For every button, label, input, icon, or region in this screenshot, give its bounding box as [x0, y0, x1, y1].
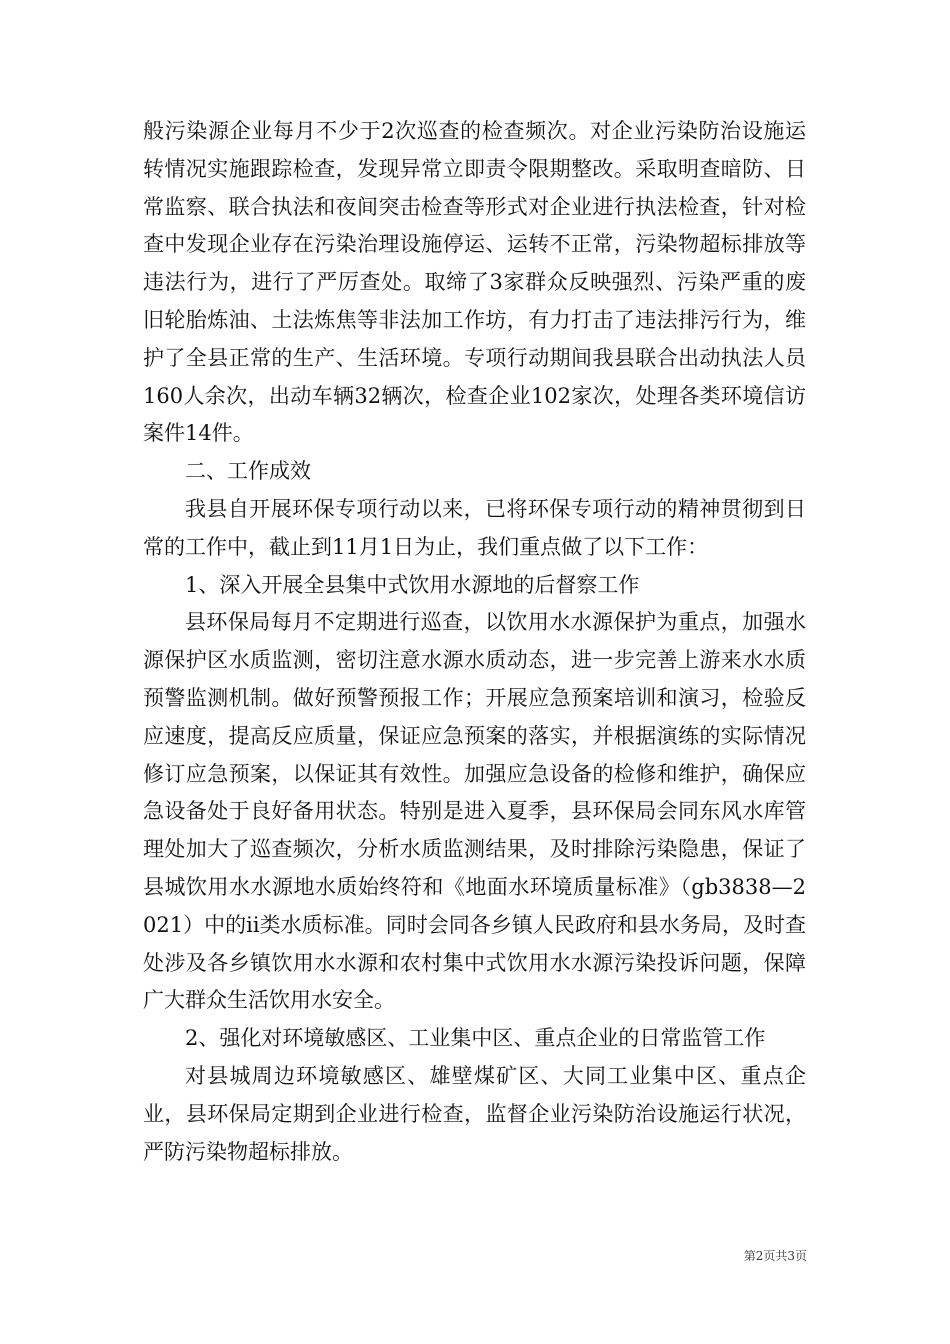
paragraph-supervision: 对县城周边环境敏感区、雄壁煤矿区、大同工业集中区、重点企业，县环保局定期到企业进行检查，监督企业污染防治设施运行状况，严防污染物超标排放。 [143, 1063, 806, 1164]
paragraph-intro: 我县自开展环保专项行动以来，已将环保专项行动的精神贯彻到日常的工作中，截止到11月1日为止，我们重点做了以下工作： [143, 496, 806, 559]
paragraph-enforcement: 般污染源企业每月不少于2次巡查的检查频次。对企业污染防治设施运转情况实施跟踪检查，发现异常立即责令限期整改。采取明查暗防、日常监察、联合执法和夜间突击检查等形式对企业进行执法检查，针对检查中发现企业存在污染治理设施停运、运转不正常，污染物超标排放等违法行为，进行了严厉查处。取缔了3家群众反映强烈、污染严重的废旧轮胎炼油、土法炼焦等非法加工作坊，有力打击了违法排污行为，维护了全县正常的生产、生活环境。专项行动期间我县联合出动执法人员160人余次，出动车辆32辆次，检查企业102家次，处理各类环境信访案件14件。 [143, 119, 806, 446]
document-body [143, 113, 806, 1171]
section-heading-results: 二、工作成效 [185, 459, 311, 484]
page-number-footer: 第2页共3页 [743, 1249, 807, 1263]
subheading-supervision: 2、强化对环境敏感区、工业集中区、重点企业的日常监管工作 [185, 1026, 766, 1051]
paragraph-water-source: 县环保局每月不定期进行巡查，以饮用水水源保护为重点，加强水源保护区水质监测，密切注意水源水质动态，进一步完善上游来水水质预警监测机制。做好预警预报工作；开展应急预案培训和演习，检验反应速度，提高反应质量，保证应急预案的落实，并根据演练的实际情况修订应急预案，以保证其有效性。加强应急设备的检修和维护，确保应急设备处于良好备用状态。特别是进入夏季，县环保局会同东风水库管理处加大了巡查频次，分析水质监测结果，及时排除污染隐患，保证了县城饮用水水源地水质始终符和《地面水环境质量标准》（gb3838—2021）中的ii类水质标准。同时会同各乡镇人民政府和县水务局，及时查处涉及各乡镇饮用水水源和农村集中式饮用水水源污染投诉问题，保障广大群众生活饮用水安全。 [143, 610, 806, 1013]
subheading-water-source: 1、深入开展全县集中式饮用水源地的后督察工作 [185, 572, 640, 597]
